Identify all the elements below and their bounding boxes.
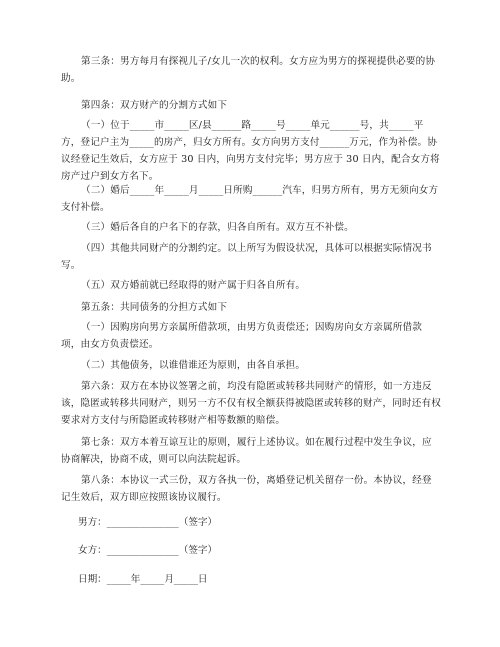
female-signature-line: 女方：_______________（签字）	[78, 545, 218, 556]
clause-4-item-1-house: （一）位于_____市_____区/县______路_____号_____单元______号，共_____平方，登记户主为_____的房产，归女方所有。女方向男方支付______万元，作为补偿。协议经登记生效后，女方应于 30 日内，向男方支付完毕；男方应于 30 日内，配合女方将房产过户到女方名下。	[61, 120, 440, 182]
male-signature-line: 男方：_______________（签字）	[78, 517, 218, 528]
clause-3-visitation: 第三条：男方每月有探视儿子/女儿一次的权利。女方应为男方的探视提供必要的协助。	[61, 56, 436, 84]
clause-5-heading: 第五条：共同债务的分担方式如下	[81, 302, 228, 313]
clause-4-item-2-car: （二）婚后_____年_____月_____日所购______汽车，归男方所有，男方无须向女方支付补偿。	[61, 185, 439, 213]
clause-5-item-1-loans: （一）因购房向男方亲属所借款项，由男方负责偿还；因购房向女方亲属所借款项，由女方负责偿还。	[61, 322, 423, 350]
clause-4-item-4-other: （四）其他共同财产的分割约定。以上所写为假设状况，具体可以根据实际情况书写。	[61, 243, 432, 271]
clause-7-disputes: 第七条：双方本着互谅互让的原则，履行上述协议。如在履行过程中发生争议，应协商解决，协商不成，则可以向法院起诉。	[61, 437, 432, 465]
clause-4-heading: 第四条：双方财产的分割方式如下	[81, 100, 228, 111]
date-line: 日期：_____年_____月_____日	[78, 574, 208, 585]
clause-8-copies: 第八条：本协议一式三份，双方各执一份，离婚登记机关留存一份。本协议，经登记生效后，双方即应按照该协议履行。	[61, 475, 432, 503]
clause-6-concealment: 第六条：双方在本协议签署之前，均没有隐匿或转移共同财产的情形，如一方违反该，隐匿或转移共同财产，则另一方不仅有权全额获得被隐匿或转移的财产，同时还有权要求对方支付与所隐匿或转移财产相等数额的赔偿。	[61, 381, 442, 426]
clause-5-item-2-other-debts: （二）其他债务，以谁借谁还为原则，由各自承担。	[81, 360, 306, 371]
clause-4-item-3-deposits: （三）婚后各自的户名下的存款，归各自所有。双方互不补偿。	[81, 222, 354, 233]
clause-4-item-5-premarital: （五）双方婚前就已经取得的财产属于归各自所有。	[81, 280, 306, 291]
